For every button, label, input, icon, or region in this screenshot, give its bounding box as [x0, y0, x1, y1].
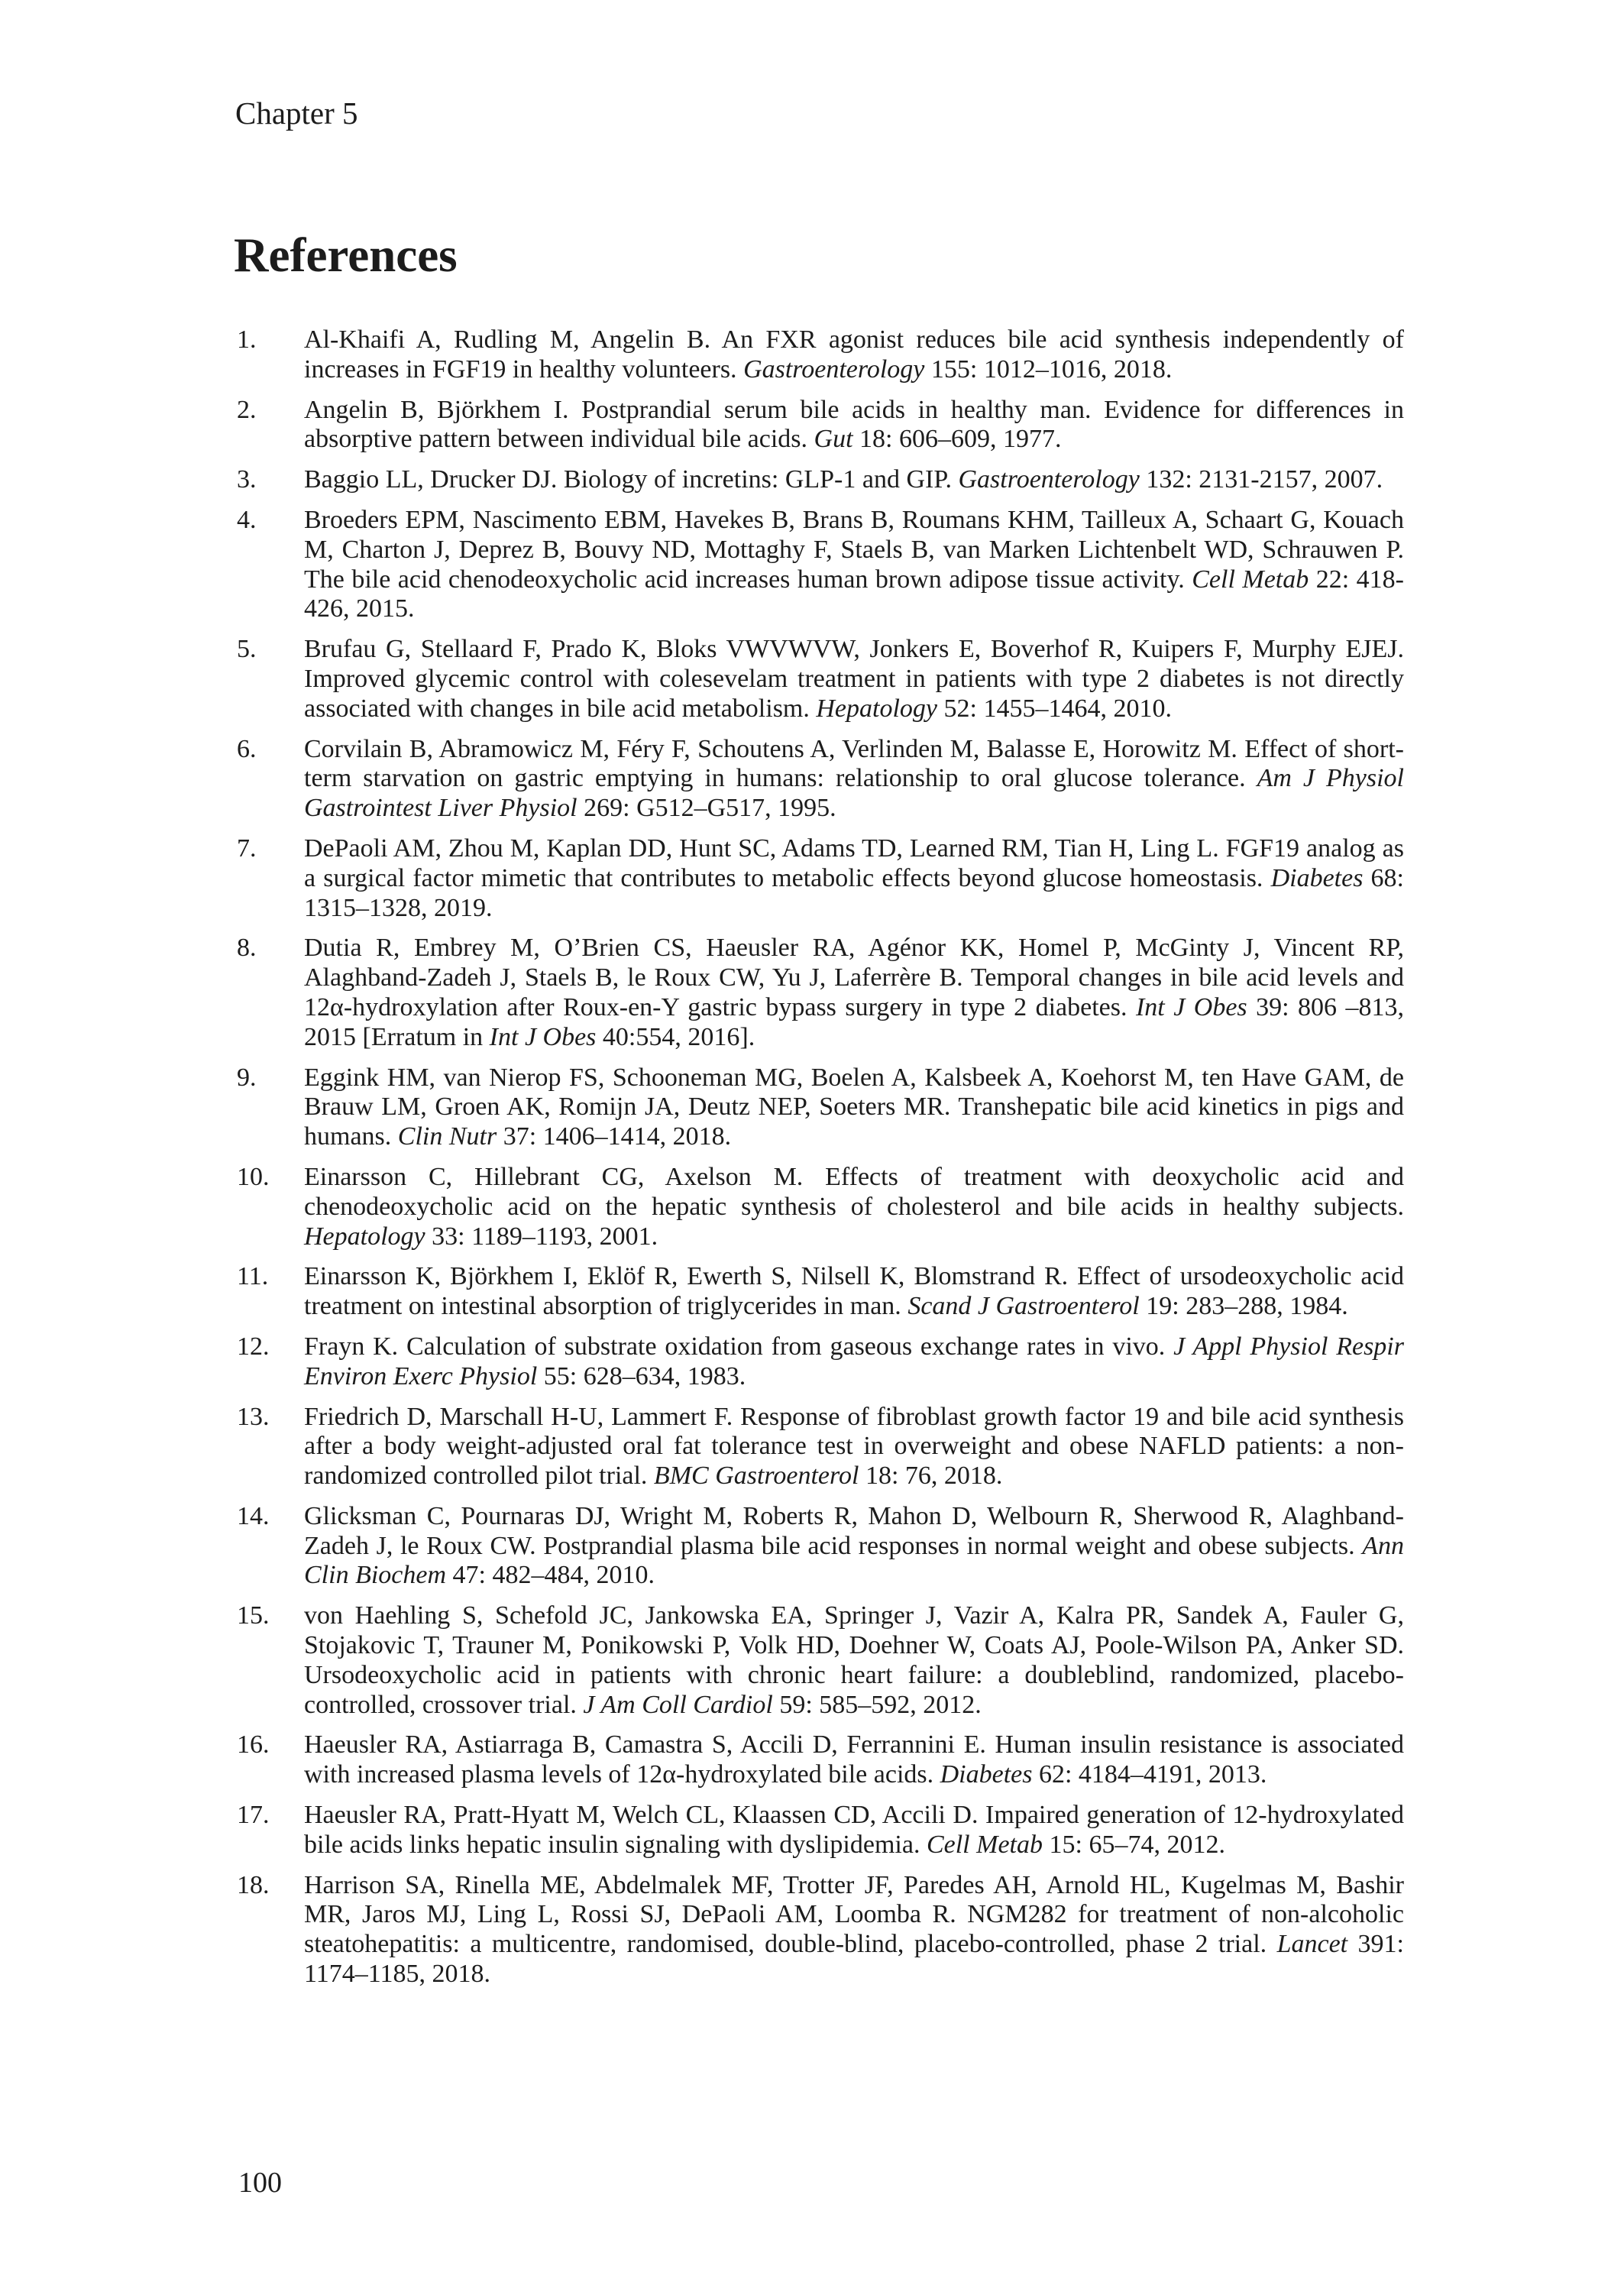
reference-text: Eggink HM, van Nierop FS, Schooneman MG, Boelen A, Kalsbeek A, Koehorst M, ten Have GAM, de Brauw LM, Groen AK, Romijn JA, Deutz NEP, Soeters MR. Transhepatic bile acid kinetics in pigs and humans. Clin Nutr 37: 1406–1414, 2018.: [304, 1063, 1404, 1151]
reference-item: [237, 1871, 1404, 1989]
reference-item: [237, 1601, 1404, 1720]
reference-item: [237, 325, 1404, 385]
reference-text: Angelin B, Björkhem I. Postprandial serum bile acids in healthy man. Evidence for differences in absorptive pattern between individual bile acids. Gut 18: 606–609, 1977.: [304, 395, 1404, 454]
reference-number: 8.: [237, 934, 257, 963]
reference-item: [237, 635, 1404, 724]
reference-text: Friedrich D, Marschall H-U, Lammert F. Response of fibroblast growth factor 19 and bile acid synthesis after a body weight-adjusted oral fat tolerance test in overweight and obese NAFLD patients: a non-randomized controlled pilot trial. BMC Gastroenterol 18: 76, 2018.: [304, 1402, 1404, 1491]
reference-number: 6.: [237, 734, 257, 763]
reference-number: 12.: [237, 1332, 270, 1361]
reference-number: 18.: [237, 1870, 270, 1899]
reference-text: Einarsson K, Björkhem I, Eklöf R, Ewerth S, Nilsell K, Blomstrand R. Effect of ursodeoxycholic acid treatment on intestinal absorption of triglycerides in man. Scand J Gastroenterol 19: 283–288, 1984.: [304, 1262, 1404, 1321]
reference-text: Corvilain B, Abramowicz M, Féry F, Schoutens A, Verlinden M, Balasse E, Horowitz M. Effect of short-term starvation on gastric emptying in humans: relationship to oral glucose tolerance. Am J Physiol Gastrointest Liver Physiol 269: G512–G517, 1995.: [304, 734, 1404, 823]
reference-text: Broeders EPM, Nascimento EBM, Havekes B, Brans B, Roumans KHM, Tailleux A, Schaart G, Kouach M, Charton J, Deprez B, Bouvy ND, Mottaghy F, Staels B, van Marken Lichtenbelt WD, Schrauwen P. The bile acid chenodeoxycholic acid increases human brown adipose tissue activity. Cell Metab 22: 418-426, 2015.: [304, 505, 1404, 623]
reference-number: 11.: [237, 1262, 269, 1291]
reference-number: 14.: [237, 1501, 270, 1530]
reference-item: [237, 506, 1404, 624]
reference-item: [237, 834, 1404, 923]
reference-number: 10.: [237, 1162, 270, 1191]
reference-text: Frayn K. Calculation of substrate oxidation from gaseous exchange rates in vivo. J Appl Physiol Respir Environ Exerc Physiol 55: 628–634, 1983.: [304, 1332, 1404, 1390]
reference-text: Haeusler RA, Astiarraga B, Camastra S, Accili D, Ferrannini E. Human insulin resistance is associated with increased plasma levels of 12α-hydroxylated bile acids. Diabetes 62: 4184–4191, 2013.: [304, 1730, 1404, 1789]
reference-text: von Haehling S, Schefold JC, Jankowska EA, Springer J, Vazir A, Kalra PR, Sandek A, Fauler G, Stojakovic T, Trauner M, Ponikowski P, Volk HD, Doehner W, Coats AJ, Poole-Wilson PA, Anker SD. Ursodeoxycholic acid in patients with chronic heart failure: a doubleblind, randomized, placebo-controlled, crossover trial. J Am Coll Cardiol 59: 585–592, 2012.: [304, 1601, 1404, 1719]
reference-number: 16.: [237, 1730, 270, 1759]
reference-number: 9.: [237, 1063, 257, 1092]
reference-number: 5.: [237, 635, 257, 664]
reference-item: [237, 1730, 1404, 1790]
reference-text: Al-Khaifi A, Rudling M, Angelin B. An FXR agonist reduces bile acid synthesis independently of increases in FGF19 in healthy volunteers. Gastroenterology 155: 1012–1016, 2018.: [304, 325, 1404, 384]
reference-text: DePaoli AM, Zhou M, Kaplan DD, Hunt SC, Adams TD, Learned RM, Tian H, Ling L. FGF19 analog as a surgical factor mimetic that contributes to metabolic effects beyond glucose homeostasis. Diabetes 68: 1315–1328, 2019.: [304, 834, 1404, 922]
reference-item: [237, 465, 1404, 495]
reference-number: 15.: [237, 1601, 270, 1630]
reference-text: Harrison SA, Rinella ME, Abdelmalek MF, Trotter JF, Paredes AH, Arnold HL, Kugelmas M, Bashir MR, Jaros MJ, Ling L, Rossi SJ, DePaoli AM, Loomba R. NGM282 for treatment of non-alcoholic steatohepatitis: a multicentre, randomised, double-blind, placebo-controlled, phase 2 trial. Lancet 391: 1174–1185, 2018.: [304, 1870, 1405, 1989]
reference-item: [237, 1801, 1404, 1860]
reference-text: Dutia R, Embrey M, O’Brien CS, Haeusler RA, Agénor KK, Homel P, McGinty J, Vincent RP, Alaghband-Zadeh J, Staels B, le Roux CW, Yu J, Laferrère B. Temporal changes in bile acid levels and 12α-hydroxylation after Roux-en-Y gastric bypass surgery in type 2 diabetes. Int J Obes 39: 806 –813, 2015 [Erratum in Int J Obes 40:554, 2016].: [304, 934, 1404, 1051]
references-list: [237, 325, 1404, 2000]
reference-text: Einarsson C, Hillebrant CG, Axelson M. Effects of treatment with deoxycholic acid and chenodeoxycholic acid on the hepatic synthesis of cholesterol and bile acids in healthy subjects. Hepatology 33: 1189–1193, 2001.: [304, 1162, 1404, 1251]
reference-number: 3.: [237, 465, 257, 494]
reference-number: 17.: [237, 1801, 270, 1830]
reference-item: [237, 1262, 1404, 1322]
page-number: 100: [238, 2167, 282, 2199]
reference-item: [237, 934, 1404, 1052]
reference-number: 7.: [237, 834, 257, 863]
chapter-header: Chapter 5: [235, 96, 358, 131]
reference-item: [237, 1403, 1404, 1491]
reference-number: 1.: [237, 325, 257, 354]
reference-item: [237, 1502, 1404, 1591]
reference-text: Haeusler RA, Pratt-Hyatt M, Welch CL, Klaassen CD, Accili D. Impaired generation of 12-hydroxylated bile acids links hepatic insulin signaling with dyslipidemia. Cell Metab 15: 65–74, 2012.: [304, 1801, 1404, 1859]
reference-item: [237, 1163, 1404, 1251]
reference-text: Glicksman C, Pournaras DJ, Wright M, Roberts R, Mahon D, Welbourn R, Sherwood R, Alaghband-Zadeh J, le Roux CW. Postprandial plasma bile acid responses in normal weight and obese subjects. Ann Clin Biochem 47: 482–484, 2010.: [304, 1501, 1404, 1590]
reference-number: 4.: [237, 505, 257, 534]
reference-text: Brufau G, Stellaard F, Prado K, Bloks VWVWVW, Jonkers E, Boverhof R, Kuipers F, Murphy EJEJ. Improved glycemic control with colesevelam treatment in patients with type 2 diabetes is not directly associated with changes in bile acid metabolism. Hepatology 52: 1455–1464, 2010.: [304, 635, 1404, 723]
reference-item: [237, 396, 1404, 455]
page-title: References: [234, 228, 458, 282]
reference-number: 13.: [237, 1402, 270, 1431]
reference-text: Baggio LL, Drucker DJ. Biology of incretins: GLP-1 and GIP. Gastroenterology 132: 2131-2157, 2007.: [304, 465, 1383, 494]
reference-item: [237, 1332, 1404, 1392]
reference-item: [237, 1063, 1404, 1152]
reference-item: [237, 735, 1404, 824]
reference-number: 2.: [237, 395, 257, 424]
